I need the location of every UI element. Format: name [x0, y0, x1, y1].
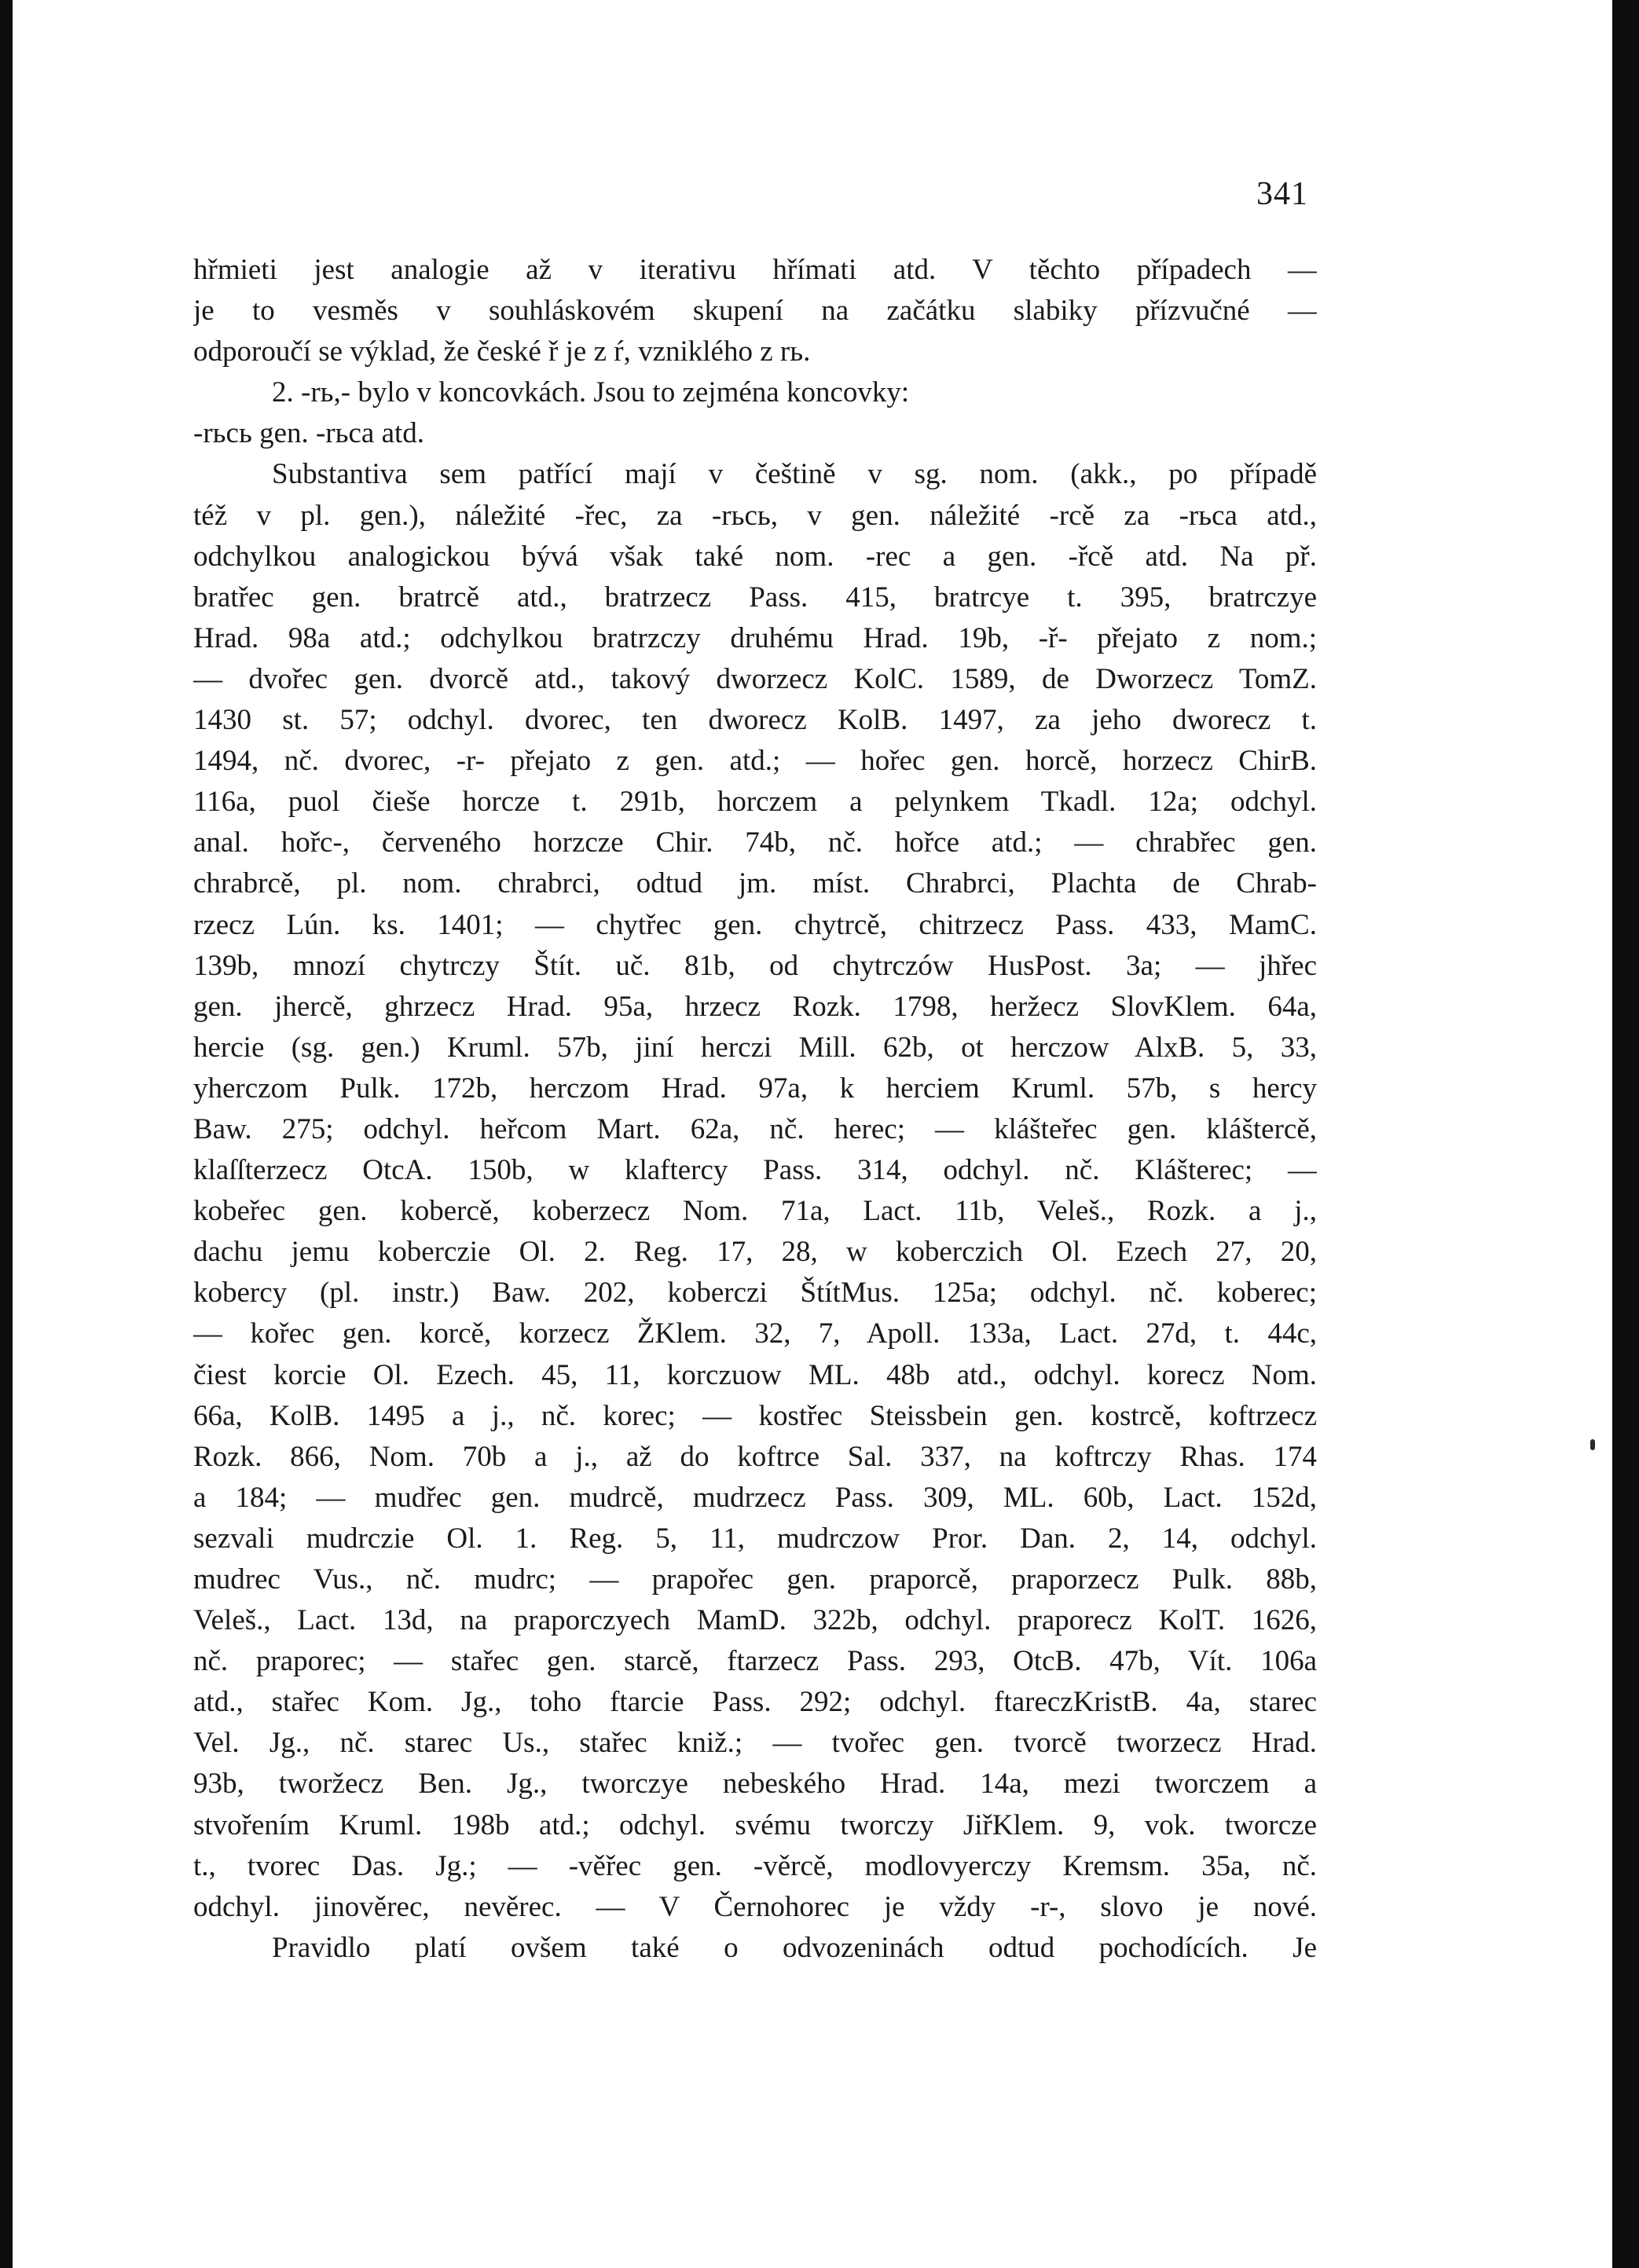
- text-line: sezvali mudrczie Ol. 1. Reg. 5, 11, mudrczow Pror. Dan. 2, 14, odchyl.: [193, 1522, 1317, 1555]
- text-line: 1430 st. 57; odchyl. dvorec, ten dworecz KolB. 1497, za jeho dworecz t.: [193, 704, 1317, 737]
- text-line: 116a, puol čieše horcze t. 291b, horczem a pelynkem Tkadl. 12a; odchyl.: [193, 786, 1317, 819]
- text-line: Veleš., Lact. 13d, na praporczyech MamD. 322b, odchyl. praporecz KolT. 1626,: [193, 1604, 1317, 1637]
- text-line: 66a, KolB. 1495 a j., nč. korec; — kostřec Steissbein gen. kostrcě, koftrzecz: [193, 1399, 1317, 1432]
- text-line: gen. jhercě, ghrzecz Hrad. 95a, hrzecz Rozk. 1798, heržecz SlovKlem. 64a,: [193, 990, 1317, 1023]
- text-line: hercie (sg. gen.) Kruml. 57b, jiní herczi Mill. 62b, ot herczow AlxB. 5, 33,: [193, 1031, 1317, 1064]
- text-line: anal. hořc-, červeného horzcze Chir. 74b, nč. hořce atd.; — chrabřec gen.: [193, 826, 1317, 859]
- text-line: 2. -rь,- bylo v koncovkách. Jsou to zejména koncovky:: [272, 376, 910, 409]
- text-line: též v pl. gen.), náležité -řec, za -rьcь, v gen. náležité -rcě za -rьca atd.,: [193, 499, 1317, 532]
- text-line: atd., stařec Kom. Jg., toho ftarcie Pass. 292; odchyl. ftareczKristB. 4a, starec: [193, 1686, 1317, 1719]
- text-line: mudrec Vus., nč. mudrc; — prapořec gen. praporcě, praporzecz Pulk. 88b,: [193, 1563, 1317, 1596]
- text-line: rzecz Lún. ks. 1401; — chytřec gen. chytrcě, chitrzecz Pass. 433, MamC.: [193, 908, 1317, 941]
- text-line: Hrad. 98a atd.; odchylkou bratrzczy druhému Hrad. 19b, -ř- přejato z nom.;: [193, 621, 1317, 654]
- text-line: dachu jemu koberczie Ol. 2. Reg. 17, 28, w koberczich Ol. Ezech 27, 20,: [193, 1236, 1317, 1269]
- scan-border-right: [1612, 0, 1639, 2268]
- scan-border-left: [0, 0, 13, 2268]
- text-line: t., tvorec Das. Jg.; — -věřec gen. -věrcě, modlovyerczy Kremsm. 35a, nč.: [193, 1849, 1317, 1882]
- text-line: hřmieti jest analogie až v iterativu hřímati atd. V těchto případech —: [193, 254, 1317, 286]
- text-line: -rьcь gen. -rьca atd.: [193, 417, 425, 450]
- scan-speck: [1590, 1439, 1595, 1450]
- body-text: [193, 250, 1317, 1969]
- text-line: yherczom Pulk. 172b, herczom Hrad. 97a, k herciem Kruml. 57b, s hercy: [193, 1072, 1317, 1105]
- text-line: je to vesměs v souhláskovém skupení na začátku slabiky přízvučné —: [193, 295, 1317, 328]
- text-line: 139b, mnozí chytrczy Štít. uč. 81b, od chytrczów HusPost. 3a; — jhřec: [193, 949, 1317, 982]
- text-line: čiest korcie Ol. Ezech. 45, 11, korczuow ML. 48b atd., odchyl. korecz Nom.: [193, 1358, 1317, 1391]
- text-line: odporoučí se výklad, že české ř je z ŕ, vzniklého z rь.: [193, 335, 811, 368]
- text-line: 1494, nč. dvorec, -r- přejato z gen. atd.; — hořec gen. horcě, horzecz ChirB.: [193, 745, 1317, 778]
- text-line: a 184; — mudřec gen. mudrcě, mudrzecz Pass. 309, ML. 60b, Lact. 152d,: [193, 1481, 1317, 1514]
- text-line: bratřec gen. bratrcě atd., bratrzecz Pass. 415, bratrcye t. 395, bratrczye: [193, 581, 1317, 614]
- text-line: Substantiva sem patřící mají v češtině v sg. nom. (akk., po případě: [272, 458, 1317, 491]
- text-line: chrabrcě, pl. nom. chrabrci, odtud jm. míst. Chrabrci, Plachta de Chrab-: [193, 867, 1317, 900]
- text-line: 93b, tworžecz Ben. Jg., tworczye nebeského Hrad. 14a, mezi tworczem a: [193, 1768, 1317, 1801]
- text-line: Pravidlo platí ovšem také o odvozeninách odtud pochodících. Je: [272, 1931, 1317, 1964]
- text-line: odchyl. jinověrec, nevěrec. — V Černohorec je vždy -r-, slovo je nové.: [193, 1890, 1317, 1923]
- text-line: stvořením Kruml. 198b atd.; odchyl. svému tworczy JiřKlem. 9, vok. tworcze: [193, 1808, 1317, 1841]
- text-line: nč. praporec; — stařec gen. starcě, ftarzecz Pass. 293, OtcB. 47b, Vít. 106a: [193, 1645, 1317, 1678]
- text-line: Rozk. 866, Nom. 70b a j., až do koftrce Sal. 337, na koftrczy Rhas. 174: [193, 1440, 1317, 1473]
- text-line: kobеřec gen. kobercě, koberzecz Nom. 71a, Lact. 11b, Veleš., Rozk. a j.,: [193, 1195, 1317, 1228]
- page-number: 341: [1256, 176, 1308, 212]
- text-line: Vel. Jg., nč. starec Us., stařec kniž.; — tvořec gen. tvorcě tworzecz Hrad.: [193, 1727, 1317, 1760]
- text-line: kobercy (pl. instr.) Baw. 202, koberczi ŠtítMus. 125a; odchyl. nč. koberec;: [193, 1277, 1317, 1310]
- text-line: odchylkou analogickou bývá však také nom. -rec a gen. -řcě atd. Na př.: [193, 540, 1317, 573]
- text-line: — kořec gen. korcě, korzecz ŽKlem. 32, 7, Apoll. 133a, Lact. 27d, t. 44c,: [193, 1317, 1317, 1350]
- text-line: — dvořec gen. dvorcě atd., takový dworzecz KolC. 1589, de Dworzecz TomZ.: [193, 662, 1317, 695]
- text-line: Baw. 275; odchyl. heřcom Mart. 62a, nč. herec; — kláštеřec gen. klášterсě,: [193, 1112, 1317, 1145]
- text-line: klaſſterzecz OtcA. 150b, w klaftercy Pass. 314, odchyl. nč. Klášterec; —: [193, 1154, 1317, 1187]
